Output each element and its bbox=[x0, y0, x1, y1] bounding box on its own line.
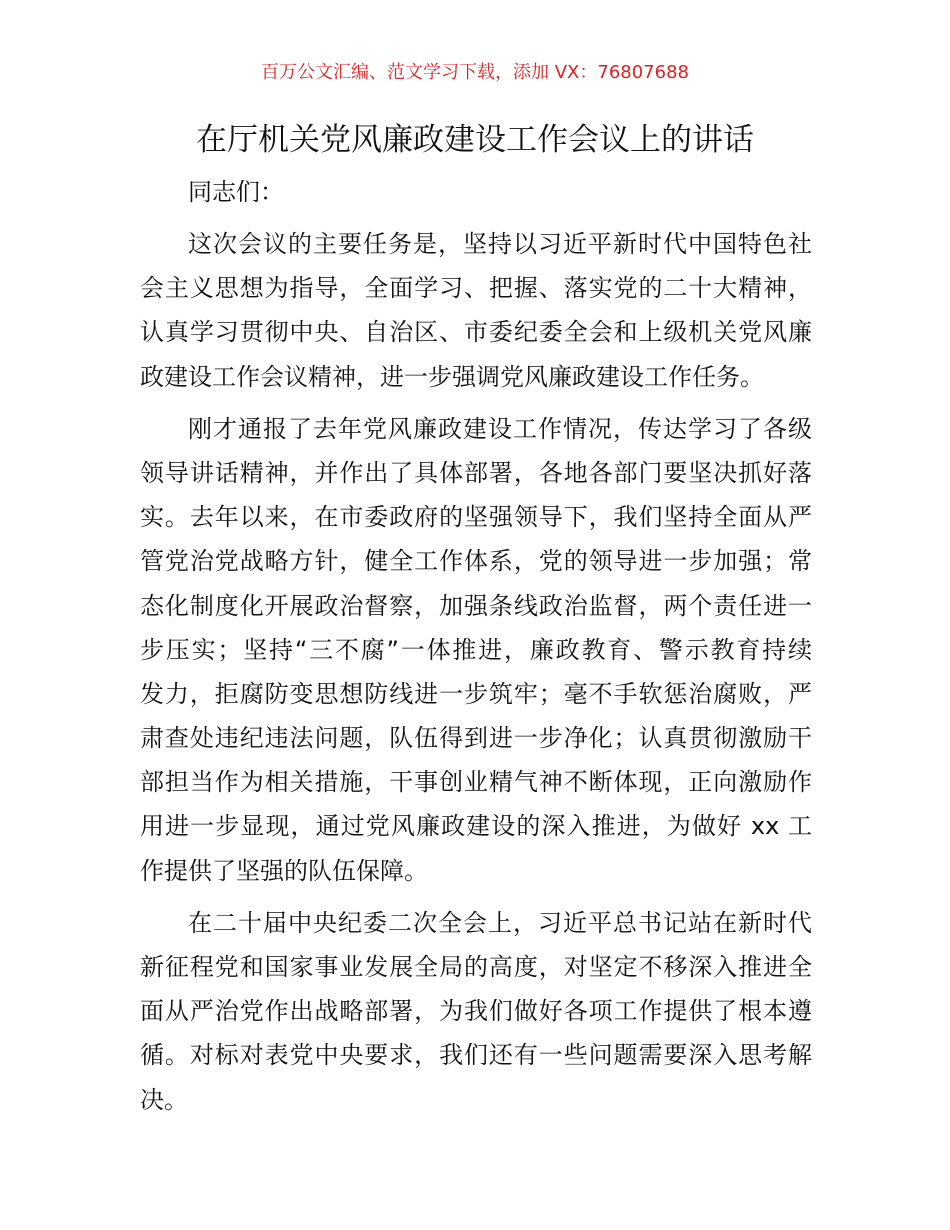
text-line: 用进一步显现，通过党风廉政建设的深入推进，为做好 xx 工 bbox=[140, 812, 812, 841]
greeting: 同志们： bbox=[188, 178, 284, 206]
document-body bbox=[140, 170, 812, 1122]
text-line: 部担当作为相关措施，干事创业精气神不断体现，正向激励作 bbox=[140, 768, 812, 797]
watermark-header: 百万公文汇编、范文学习下载，添加 VX：76807688 bbox=[261, 62, 689, 83]
text-line: 面从严治党作出战略部署，为我们做好各项工作提供了根本遵 bbox=[140, 997, 812, 1026]
paragraph bbox=[140, 222, 812, 399]
paragraph bbox=[140, 407, 812, 893]
text-line: 领导讲话精神，并作出了具体部署，各地各部门要坚决抓好落 bbox=[140, 458, 812, 487]
text-line: 循。对标对表党中央要求，我们还有一些问题需要深入思考解 bbox=[140, 1041, 812, 1070]
text-line: 刚才通报了去年党风廉政建设工作情况，传达学习了各级 bbox=[188, 414, 812, 443]
text-line: 新征程党和国家事业发展全局的高度，对坚定不移深入推进全 bbox=[140, 953, 812, 981]
text-line: 发力，拒腐防变思想防线进一步筑牢；毫不手软惩治腐败，严 bbox=[140, 679, 812, 708]
text-line: 作提供了坚强的队伍保障。 bbox=[140, 856, 428, 885]
text-line: 实。去年以来，在市委政府的坚强领导下，我们坚持全面从严 bbox=[140, 503, 812, 532]
text-line: 这次会议的主要任务是，坚持以习近平新时代中国特色社 bbox=[188, 230, 812, 258]
text-line: 肃查处违纪违法问题，队伍得到进一步净化；认真贯彻激励干 bbox=[140, 724, 812, 753]
text-line: 政建设工作会议精神，进一步强调党风廉政建设工作任务。 bbox=[140, 362, 764, 391]
text-line: 决。 bbox=[140, 1085, 188, 1114]
text-line: 管党治党战略方针，健全工作体系，党的领导进一步加强；常 bbox=[140, 547, 812, 576]
text-line: 会主义思想为指导，全面学习、把握、落实党的二十大精神， bbox=[140, 274, 812, 303]
text-line: 认真学习贯彻中央、自治区、市委纪委全会和上级机关党风廉 bbox=[140, 318, 812, 347]
text-line: 步压实；坚持“三不腐”一体推进，廉政教育、警示教育持续 bbox=[140, 635, 812, 664]
text-line: 态化制度化开展政治督察，加强条线政治监督，两个责任进一 bbox=[140, 591, 812, 620]
document-title: 在厅机关党风廉政建设工作会议上的讲话 bbox=[196, 122, 754, 158]
paragraph bbox=[140, 901, 812, 1122]
text-line: 在二十届中央纪委二次全会上，习近平总书记站在新时代 bbox=[188, 908, 812, 937]
